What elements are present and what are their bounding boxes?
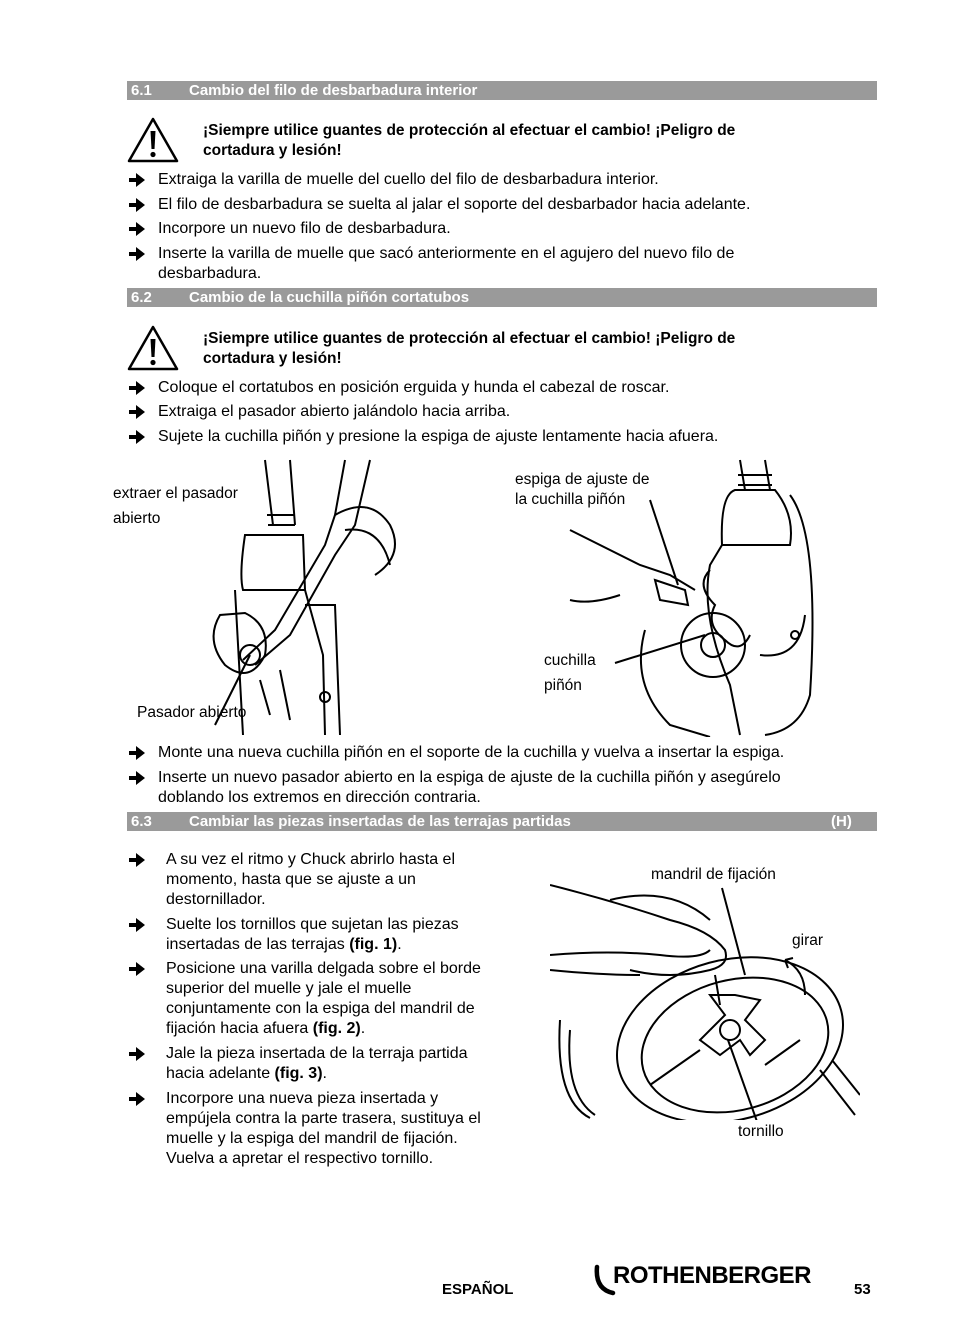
fig-label-girar: girar [792, 932, 824, 949]
arrow-right-icon [127, 768, 147, 788]
list-item: Inserte un nuevo pasador abierto en la espiga de ajuste de la cuchilla piñón y asegúrelo doblando los extremos en dirección contraria. [127, 768, 887, 808]
chuck-die-head-illustration [550, 880, 860, 1120]
warning-line: ¡Siempre utilice guantes de protección al efectuar el cambio! ¡Peligro de [203, 330, 736, 347]
arrow-right-icon [127, 850, 147, 870]
arrow-right-icon [127, 743, 147, 763]
section-header-6-1 [127, 81, 877, 100]
section-number: 6.1 [131, 82, 152, 99]
section-header-6-2 [127, 288, 877, 307]
warning-text [203, 121, 843, 161]
list-item: Inserte la varilla de muelle que sacó anteriormente en el agujero del nuevo filo de desbarbadura. [127, 244, 887, 284]
section-header-6-3 [127, 812, 877, 831]
arrow-right-icon [127, 378, 147, 398]
section-tag: (H) [831, 813, 852, 830]
section-title: Cambiar las piezas insertadas de las terrajas partidas [189, 813, 571, 830]
arrow-right-icon [127, 195, 147, 215]
arrow-right-icon [127, 427, 147, 447]
fig-label-mandril: mandril de fijación [651, 866, 776, 883]
arrow-right-icon [127, 219, 147, 239]
warning-triangle-icon [126, 116, 180, 164]
arrow-right-icon [127, 1089, 147, 1109]
fig-label-extraer: extraer el pasador abierto [113, 485, 238, 527]
arrow-right-icon [127, 402, 147, 422]
page-number: 53 [854, 1281, 871, 1298]
fig-label-pasador: Pasador abierto [137, 704, 247, 721]
fig-label-espiga: espiga de ajuste de la cuchilla piñón [515, 471, 650, 508]
fig-label-cuchilla: cuchilla piñón [544, 652, 596, 694]
warning-text [203, 329, 843, 369]
section-number: 6.3 [131, 813, 152, 830]
arrow-right-icon [127, 244, 147, 264]
warning-line: ¡Siempre utilice guantes de protección al efectuar el cambio! ¡Peligro de [203, 122, 736, 139]
section-title: Cambio de la cuchilla piñón cortatubos [189, 289, 470, 306]
warning-triangle-icon [126, 324, 180, 372]
arrow-right-icon [127, 915, 147, 935]
brand-logo: ROTHENBERGER [613, 1262, 812, 1289]
warning-line: cortadura y lesión! [203, 142, 342, 159]
arrow-right-icon [127, 1044, 147, 1064]
section-number: 6.2 [131, 289, 152, 306]
section-title: Cambio del filo de desbarbadura interior [189, 82, 478, 99]
footer-language: ESPAÑOL [442, 1281, 514, 1298]
arrow-right-icon [127, 959, 147, 979]
fig-label-tornillo: tornillo [738, 1123, 784, 1140]
warning-line: cortadura y lesión! [203, 350, 342, 367]
arrow-right-icon [127, 170, 147, 190]
